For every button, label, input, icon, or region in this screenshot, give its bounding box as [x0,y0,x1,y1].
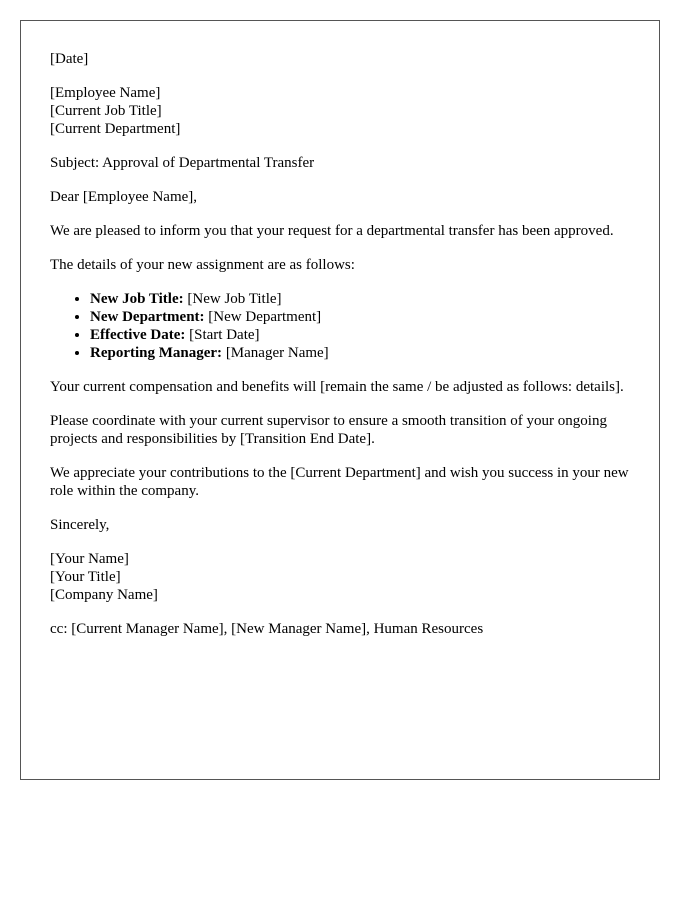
detail-item-job-title [90,290,630,308]
detail-value: [Manager Name] [222,345,329,361]
letter-page [20,20,660,780]
detail-value: [Start Date] [185,327,260,343]
letter-date: [Date] [50,51,89,67]
cc-line: cc: [Current Manager Name], [New Manager Name], Human Resources [50,621,484,637]
letter-closing: Sincerely, [50,517,110,533]
recipient-name: [Employee Name] [50,85,161,101]
compensation-paragraph: Your current compensation and benefits will [remain the same / be adjusted as follows: details]. [50,379,624,395]
detail-value: [New Department] [204,309,322,325]
detail-label: New Department: [90,309,205,325]
letter-salutation: Dear [Employee Name], [50,189,198,205]
intro-paragraph: We are pleased to inform you that your request for a departmental transfer has been approved. [50,223,614,239]
details-list [50,290,630,362]
sender-company: [Company Name] [50,587,158,603]
detail-item-department [90,308,630,326]
recipient-block [50,84,630,138]
appreciation-paragraph: We appreciate your contributions to the [Current Department] and wish you success in your new role within the company. [50,465,629,499]
recipient-title: [Current Job Title] [50,103,162,119]
sender-block [50,550,630,604]
detail-label: New Job Title: [90,291,184,307]
details-intro: The details of your new assignment are as follows: [50,257,355,273]
sender-name: [Your Name] [50,551,129,567]
detail-value: [New Job Title] [183,291,282,307]
detail-label: Effective Date: [90,327,186,343]
letter-subject: Subject: Approval of Departmental Transfer [50,155,315,171]
coordination-paragraph: Please coordinate with your current supervisor to ensure a smooth transition of your ongoing projects and responsibilities by [Transition End Date]. [50,413,607,447]
sender-title: [Your Title] [50,569,121,585]
detail-item-effective-date [90,326,630,344]
detail-item-reporting-manager [90,344,630,362]
recipient-department: [Current Department] [50,121,181,137]
detail-label: Reporting Manager: [90,345,223,361]
